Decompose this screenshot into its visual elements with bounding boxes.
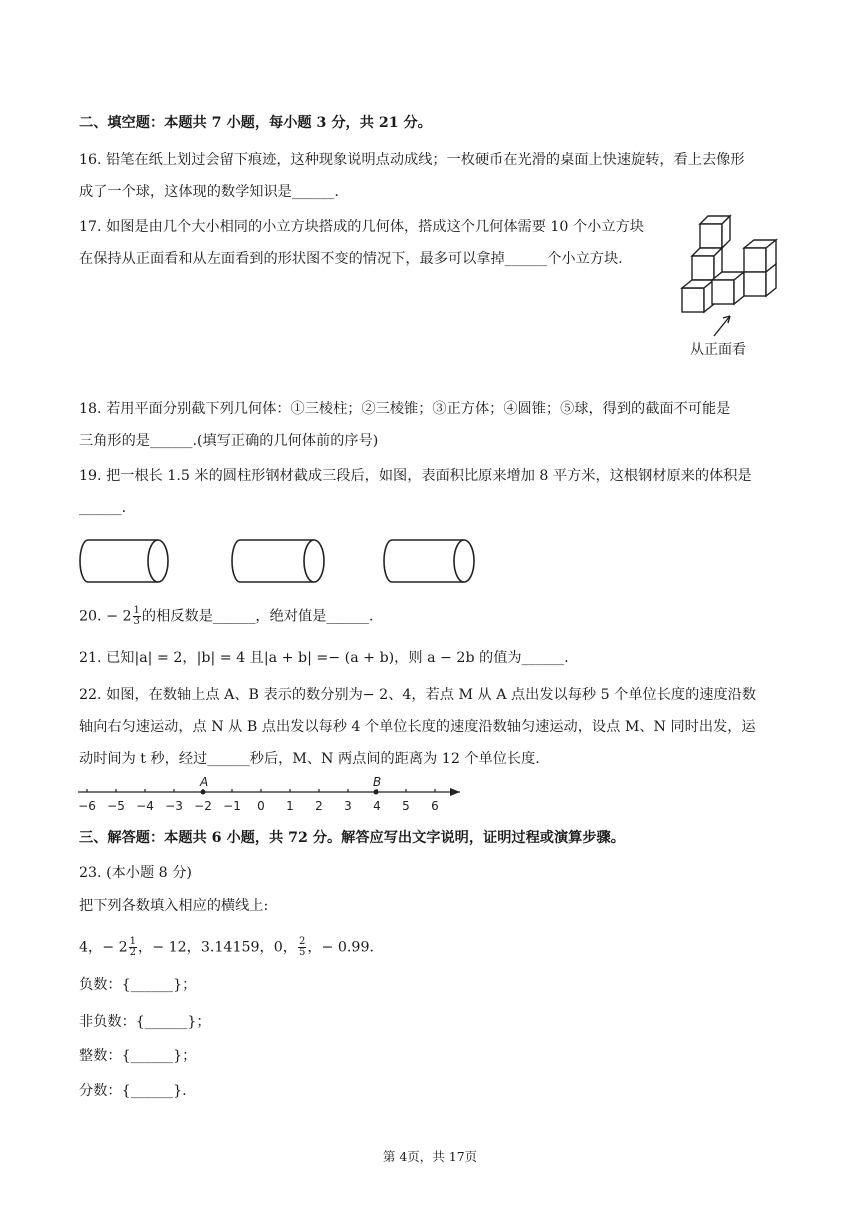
q20-frac-num: 1 <box>133 605 140 616</box>
q23-frac-2-den: 5 <box>298 947 306 958</box>
q17-line-2: 在保持从正面看和从左面看到的形状图不变的情况下，最多可以拿掉______个小立方块. <box>79 251 623 267</box>
q22-number-line <box>74 774 474 816</box>
axis-tick-label: −5 <box>107 799 125 813</box>
q23-frac-2-num: 2 <box>298 936 306 947</box>
q23-fraction: 分数：{______}. <box>79 1083 187 1099</box>
point-a-dot <box>201 790 206 795</box>
q23-frac-1 <box>129 937 137 958</box>
q22-line-3: 动时间为 t 秒，经过______秒后，M、N 两点间的距离为 12 个单位长度. <box>79 751 540 767</box>
q23-negative: 负数：{______}； <box>79 977 197 993</box>
axis-tick-label: −6 <box>78 799 96 813</box>
point-a-label: A <box>200 775 209 789</box>
q16-line-2: 成了一个球，这体现的数学知识是______. <box>79 184 339 200</box>
q20-line <box>79 606 373 627</box>
axis-tick-label: 3 <box>344 799 352 813</box>
q22-line-2: 轴向右匀速运动，点 N 从 B 点出发以每秒 4 个单位长度的速度沿数轴匀速运动，设点 M、N 同时出发，运 <box>79 719 756 735</box>
q23-n3: ，− 12，3.14159，0， <box>138 939 297 956</box>
q20-rest: 的相反数是______，绝对值是______. <box>141 608 374 625</box>
q23-n5: ，− 0.99． <box>307 939 384 956</box>
q20-number: 20. <box>79 608 102 625</box>
section-3-heading: 三、解答题：本题共 6 小题，共 72 分。解答应写出文字说明，证明过程或演算步骤。 <box>79 830 625 846</box>
q23-frac-2 <box>298 937 306 958</box>
q19-line-1: 19. 把一根长 1.5 米的圆柱形钢材截成三段后，如图，表面积比原来增加 8 平方米，这根钢材原来的体积是 <box>79 468 752 484</box>
q23-frac-1-num: 1 <box>129 936 137 947</box>
q19-cylinder-figure <box>78 536 478 586</box>
q17-line-1: 17. 如图是由几个大小相同的小立方块搭成的几何体，搭成这个几何体需要 10 个小立方块 <box>79 219 644 235</box>
q20-fraction <box>133 606 141 627</box>
page-footer: 第 4页，共 17页 <box>382 1149 478 1164</box>
axis-tick-label: −1 <box>223 799 241 813</box>
axis-tick-label: 6 <box>431 799 439 813</box>
q21-line: 21. 已知|a| = 2，|b| = 4 且|a + b| =− (a + b)，则 a − 2b 的值为______. <box>79 650 569 666</box>
q23-numbers <box>79 937 384 958</box>
q23-integer: 整数：{______}； <box>79 1048 197 1064</box>
q20-neg: − 2 <box>106 608 132 625</box>
q23-n2: − 2 <box>102 939 128 956</box>
point-b-dot <box>374 790 379 795</box>
q19-line-2: ______. <box>79 500 127 516</box>
axis-tick-label: 1 <box>286 799 294 813</box>
q23-frac-1-den: 2 <box>129 947 137 958</box>
q18-line-2: 三角形的是______.(填写正确的几何体前的序号) <box>79 433 379 449</box>
q23-instruction: 把下列各数填入相应的横线上: <box>79 898 269 914</box>
axis-tick-label: 5 <box>402 799 410 813</box>
q16-line-1: 16. 铅笔在纸上划过会留下痕迹，这种现象说明点动成线；一枚硬币在光滑的桌面上快速旋转，看上去像形 <box>79 152 745 168</box>
axis-tick-label: 2 <box>315 799 323 813</box>
axis-tick-label: −3 <box>165 799 183 813</box>
q22-line-1: 22. 如图，在数轴上点 A、B 表示的数分别为− 2、4，若点 M 从 A 点出发以每秒 5 个单位长度的速度沿数 <box>79 687 757 703</box>
axis-tick-label: 0 <box>257 799 265 813</box>
section-2-heading: 二、填空题：本题共 7 小题，每小题 3 分，共 21 分。 <box>79 115 432 131</box>
q17-figure-caption: 从正面看 <box>690 342 746 358</box>
q23-nonnegative: 非负数：{______}； <box>79 1014 211 1030</box>
q23-title: 23. (本小题 8 分) <box>79 865 192 881</box>
q17-cube-figure <box>678 212 788 362</box>
q20-frac-den: 3 <box>133 616 140 627</box>
q18-line-1: 18. 若用平面分别截下列几何体：①三棱柱；②三棱锥；③正方体；④圆锥；⑤球，得到的截面不可能是 <box>79 401 731 417</box>
point-b-label: B <box>373 775 382 789</box>
axis-tick-label: −4 <box>136 799 154 813</box>
axis-tick-label: 4 <box>373 799 381 813</box>
q23-n1: 4， <box>79 939 103 956</box>
axis-tick-label: −2 <box>194 799 212 813</box>
